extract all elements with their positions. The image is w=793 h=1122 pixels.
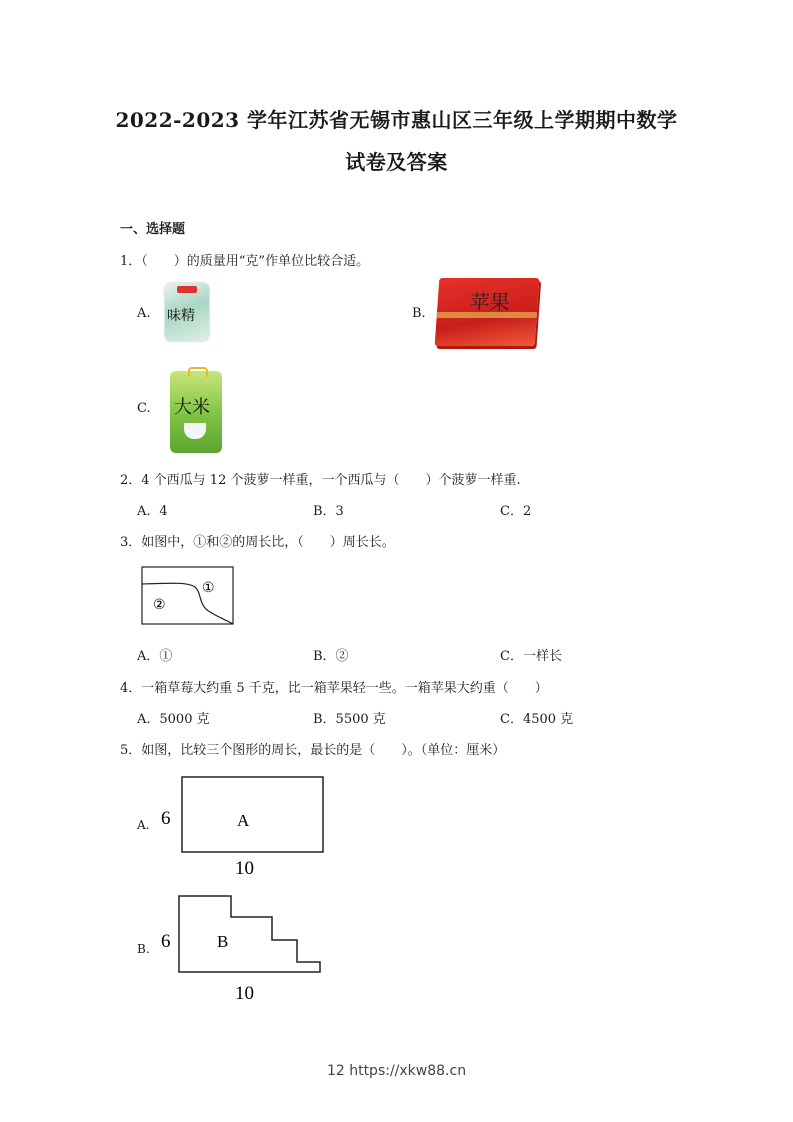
q5-figure-a (155, 772, 330, 880)
question-4-text: 4．一箱草莓大约重 5 千克，比一箱苹果轻一些。一箱苹果大约重（ ） (120, 681, 548, 696)
region-2-label: ② (153, 598, 166, 613)
document-title-line1: 2022-2023 学年江苏省无锡市惠山区三年级上学期期中数学 (115, 108, 678, 132)
svg-text:10: 10 (235, 858, 254, 879)
rice-bag-icon: 大米 (170, 371, 222, 453)
q1-option-a-image (165, 283, 209, 341)
q3-option-a: A．① (137, 649, 173, 664)
msg-bag-icon: 味精 (165, 283, 209, 341)
svg-text:6: 6 (161, 931, 171, 952)
question-3-text: 3．如图中，①和②的周长比，（ ）周长长。 (120, 535, 395, 550)
q1-option-c-image (170, 371, 222, 453)
q1-option-c-label: C. (137, 401, 151, 416)
svg-text:10: 10 (235, 983, 254, 1004)
q5-figure-b (155, 890, 330, 1005)
q5-option-a-label: A. (137, 818, 150, 832)
q1-option-b-image (437, 278, 537, 346)
question-5-text: 5．如图，比较三个图形的周长，最长的是（ ）。（单位：厘米） (120, 743, 506, 758)
question-1-text: 1．（ ）的质量用“克”作单位比较合适。 (120, 254, 370, 269)
q1-option-b-label: B. (412, 306, 426, 321)
svg-text:B: B (217, 932, 229, 951)
q4-option-a: A．5000 克 (137, 712, 210, 727)
document-title-line2: 试卷及答案 (345, 150, 448, 174)
q5-option-b-label: B. (137, 942, 150, 956)
q3-option-c: C．一样长 (500, 649, 562, 664)
q2-option-a: A．4 (137, 504, 168, 519)
question-2-text: 2．4 个西瓜与 12 个菠萝一样重，一个西瓜与（ ）个菠萝一样重. (120, 473, 521, 488)
q4-option-c: C．4500 克 (500, 712, 574, 727)
q2-option-c: C．2 (500, 504, 532, 519)
apple-box-icon: 苹果 (435, 278, 540, 346)
svg-text:A: A (237, 811, 250, 830)
q3-option-b: B．② (313, 649, 349, 664)
svg-text:6: 6 (161, 808, 171, 829)
q1-option-a-label: A. (137, 306, 151, 321)
region-1-label: ① (202, 581, 215, 596)
section-heading: 一、选择题 (120, 222, 186, 237)
page-footer: 12 https://xkw88.cn (326, 1063, 467, 1079)
q2-option-b: B．3 (313, 504, 344, 519)
q4-option-b: B．5500 克 (313, 712, 386, 727)
q3-figure (140, 565, 236, 627)
